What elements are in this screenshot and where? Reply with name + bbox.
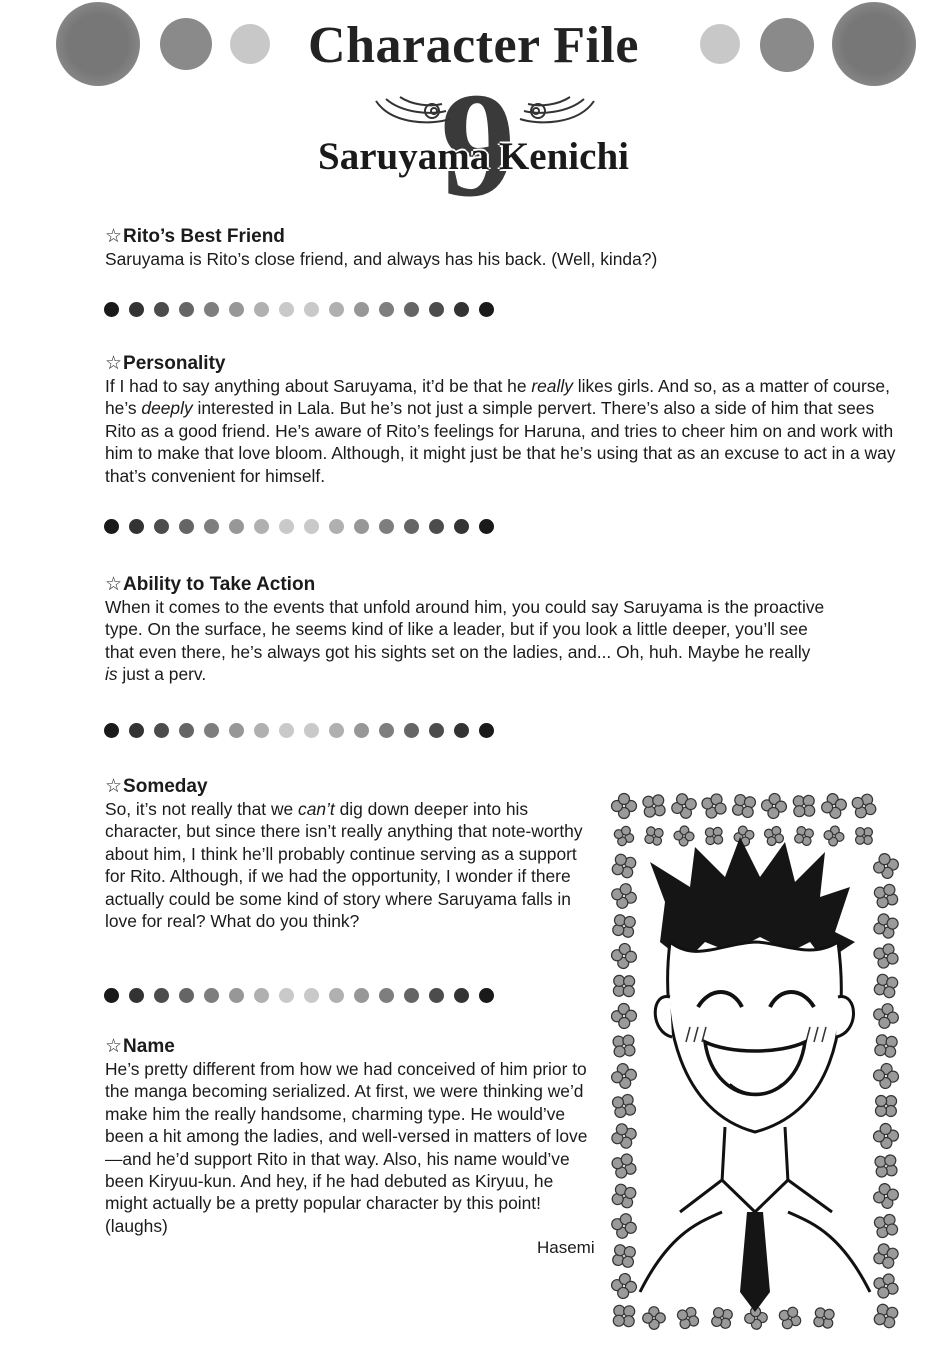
divider-dot <box>154 988 169 1003</box>
divider-dot <box>479 302 494 317</box>
clover-icon <box>610 849 641 883</box>
divider-dot <box>304 723 319 738</box>
character-number: 9 <box>440 62 516 228</box>
divider-dot <box>479 723 494 738</box>
clover-icon <box>610 1211 639 1242</box>
divider-dot <box>479 988 494 1003</box>
wing-icon <box>372 95 452 129</box>
body-emphasis: deeply <box>141 398 193 419</box>
divider-dot <box>429 723 444 738</box>
section-body <box>105 798 595 932</box>
section-name <box>105 1036 595 1237</box>
clover-icon <box>760 792 787 819</box>
section-title: Name <box>123 1036 175 1057</box>
divider-dot <box>354 723 369 738</box>
divider-dot <box>229 988 244 1003</box>
divider-dot <box>204 302 219 317</box>
page-title: Character File <box>308 17 639 74</box>
clover-icon <box>868 1088 900 1123</box>
divider-dot <box>279 723 294 738</box>
star-outline-icon: ☆ <box>105 574 123 595</box>
wing-icon <box>518 95 598 129</box>
dot-row-divider <box>104 517 504 537</box>
body-text: interested in Lala. But he’s not just a simple pervert. There’s also a side of him that sees Rito as a good friend. He’s aware of Rito’s feelings for Haruna, and tries to cheer him on and work with him to make that love bloom. Although, it might just be that he’s using that as an excuse to act in a way that’s convenient for himself. <box>105 398 896 486</box>
divider-dot <box>229 723 244 738</box>
section-title: Ability to Take Action <box>123 574 316 595</box>
body-text: just a perv. <box>117 664 207 685</box>
clover-icon <box>610 1150 640 1183</box>
saruyama-portrait-illustration <box>610 792 900 1332</box>
clover-icon <box>819 792 848 821</box>
clover-icon <box>869 1209 900 1243</box>
section-personality <box>105 353 900 487</box>
clover-icon <box>786 792 821 824</box>
necktie <box>740 1212 770 1312</box>
body-emphasis: can’t <box>298 799 335 819</box>
clover-icon <box>868 1148 900 1183</box>
clover-icon <box>872 1062 899 1089</box>
divider-dot <box>179 519 194 534</box>
clover-icon <box>698 792 730 822</box>
divider-dot <box>254 519 269 534</box>
section-title: Personality <box>123 353 226 374</box>
clover-icon <box>611 1003 637 1029</box>
divider-dot <box>429 302 444 317</box>
divider-dot <box>404 723 419 738</box>
divider-dot <box>379 988 394 1003</box>
clover-icon <box>610 881 639 911</box>
divider-dot <box>204 723 219 738</box>
divider-dot <box>154 302 169 317</box>
star-outline-icon: ☆ <box>105 353 123 374</box>
star-outline-icon: ☆ <box>105 226 123 247</box>
clover-icon <box>610 1089 641 1123</box>
divider-dot <box>354 519 369 534</box>
dot-row-divider <box>104 721 504 741</box>
divider-dot <box>104 302 119 317</box>
clover-icon <box>610 1298 642 1332</box>
clover-icon <box>643 1307 666 1330</box>
clover-icon <box>850 822 878 850</box>
divider-dot <box>454 519 469 534</box>
section-heading <box>105 776 595 798</box>
divider-dot <box>204 988 219 1003</box>
divider-dot <box>129 302 144 317</box>
body-text: If I had to say anything about Saruyama, it’d be that he <box>105 376 532 396</box>
ear-shape <box>836 997 854 1037</box>
clover-icon <box>673 1303 704 1332</box>
divider-dot <box>204 519 219 534</box>
divider-dot <box>279 302 294 317</box>
clover-icon <box>610 1062 638 1091</box>
clover-icon <box>775 1303 805 1332</box>
divider-dot <box>304 988 319 1003</box>
divider-dot <box>129 519 144 534</box>
section-someday <box>105 776 595 932</box>
clover-icon <box>611 823 637 849</box>
section-body: He’s pretty different from how we had conceived of him prior to the manga becoming serialized. At first, we were thinking we’d make him the really handsome, charming type. He would’ve been a hit among the ladies, and well-versed in matters of love—and he’d support Rito in that way. Also, his name would’ve been Kiryuu-kun. And hey, if he had debuted as Kiryuu, he might actually be a pretty popular character by this point! (laughs) <box>105 1059 588 1236</box>
divider-dot <box>354 302 369 317</box>
clover-icon <box>869 879 900 913</box>
divider-dot <box>379 723 394 738</box>
clover-icon <box>669 792 700 821</box>
divider-dot <box>154 519 169 534</box>
section-heading <box>105 574 825 596</box>
divider-dot <box>379 302 394 317</box>
divider-dot <box>454 302 469 317</box>
clover-icon <box>873 1123 899 1149</box>
divider-dot <box>329 519 344 534</box>
star-outline-icon: ☆ <box>105 1036 123 1057</box>
section-heading <box>105 226 905 248</box>
clover-icon <box>869 1029 900 1064</box>
section-body <box>105 375 900 487</box>
clover-icon <box>612 794 637 819</box>
divider-dot <box>454 723 469 738</box>
section-body <box>105 596 825 686</box>
divider-dot <box>379 519 394 534</box>
divider-dot <box>229 519 244 534</box>
section-ability <box>105 574 825 686</box>
clover-icon <box>700 822 728 850</box>
ear-shape <box>655 997 672 1037</box>
body-text: So, it’s not really that we <box>105 799 299 819</box>
clover-icon <box>610 1179 641 1212</box>
author-signature: Hasemi <box>537 1238 595 1257</box>
clover-icon <box>869 1299 900 1332</box>
clover-icon <box>847 792 880 823</box>
body-emphasis: is <box>105 664 118 685</box>
clover-icon <box>871 1181 900 1210</box>
divider-dot <box>129 723 144 738</box>
divider-dot <box>304 302 319 317</box>
clover-icon <box>869 969 900 1003</box>
character-name: Saruyama Kenichi <box>318 135 629 178</box>
divider-dot <box>154 723 169 738</box>
divider-dot <box>104 519 119 534</box>
clover-icon <box>870 910 900 942</box>
neck <box>722 1127 788 1182</box>
divider-dot <box>279 519 294 534</box>
divider-dot <box>129 988 144 1003</box>
divider-dot <box>429 988 444 1003</box>
divider-dot <box>179 302 194 317</box>
clover-icon <box>727 792 761 823</box>
divider-dot <box>329 723 344 738</box>
divider-dot <box>104 988 119 1003</box>
divider-dot <box>429 519 444 534</box>
clover-icon <box>790 822 817 849</box>
divider-dot <box>354 988 369 1003</box>
section-heading <box>105 353 900 375</box>
clover-icon <box>610 1239 641 1274</box>
star-outline-icon: ☆ <box>105 776 123 797</box>
body-text: dig down deeper into his character, but since there isn’t really anything that note-worthy about him, I think he’ll probably continue serving as a support for Rito. Although, if we had the opportunity, I wonder if there actually could be some kind of story where Saruyama falls in love for real? What do you think? <box>105 799 583 932</box>
section-best-friend <box>105 226 905 270</box>
divider-dot <box>179 988 194 1003</box>
section-title: Rito’s Best Friend <box>123 226 285 247</box>
clover-icon <box>823 825 846 848</box>
divider-dot <box>479 519 494 534</box>
divider-dot <box>254 302 269 317</box>
clover-icon <box>871 851 900 881</box>
section-body: Saruyama is Rito’s close friend, and always has his back. (Well, kinda?) <box>105 249 658 269</box>
clover-icon <box>610 909 641 944</box>
divider-dot <box>179 723 194 738</box>
clover-icon <box>706 1302 737 1332</box>
clover-icon <box>871 1001 900 1031</box>
section-title: Someday <box>123 776 208 797</box>
divider-dot <box>279 988 294 1003</box>
clover-icon <box>610 942 637 969</box>
divider-dot <box>404 519 419 534</box>
clover-icon <box>870 1240 900 1272</box>
clover-icon <box>640 822 668 850</box>
divider-dot <box>304 519 319 534</box>
clover-icon <box>636 792 671 824</box>
divider-dot <box>254 988 269 1003</box>
clover-icon <box>732 824 756 848</box>
body-text: likes girls. And so, as a matter of course, he’s <box>105 376 890 419</box>
body-emphasis: really <box>531 376 573 396</box>
dot-row-divider <box>104 986 504 1006</box>
clover-icon <box>870 940 900 972</box>
dot-row-divider <box>104 300 504 320</box>
clover-icon <box>610 1028 642 1063</box>
divider-dot <box>329 988 344 1003</box>
clover-icon <box>673 825 694 846</box>
clover-icon <box>610 1272 638 1300</box>
clover-icon <box>610 1120 640 1152</box>
clover-icon <box>870 1270 900 1303</box>
section-heading <box>105 1036 595 1058</box>
clover-icon <box>610 968 642 1003</box>
divider-dot <box>329 302 344 317</box>
clover-icon <box>808 1302 840 1332</box>
divider-dot <box>254 723 269 738</box>
divider-dot <box>454 988 469 1003</box>
divider-dot <box>229 302 244 317</box>
body-text: When it comes to the events that unfold around him, you could say Saruyama is the proactive type. On the surface, he seems kind of like a leader, but if you look a little deeper, you’ll see that even there, he’s always got his sights set on the ladies, and... Oh, huh. Maybe he really <box>105 597 825 662</box>
divider-dot <box>404 988 419 1003</box>
divider-dot <box>404 302 419 317</box>
divider-dot <box>104 723 119 738</box>
collar <box>680 1180 832 1212</box>
